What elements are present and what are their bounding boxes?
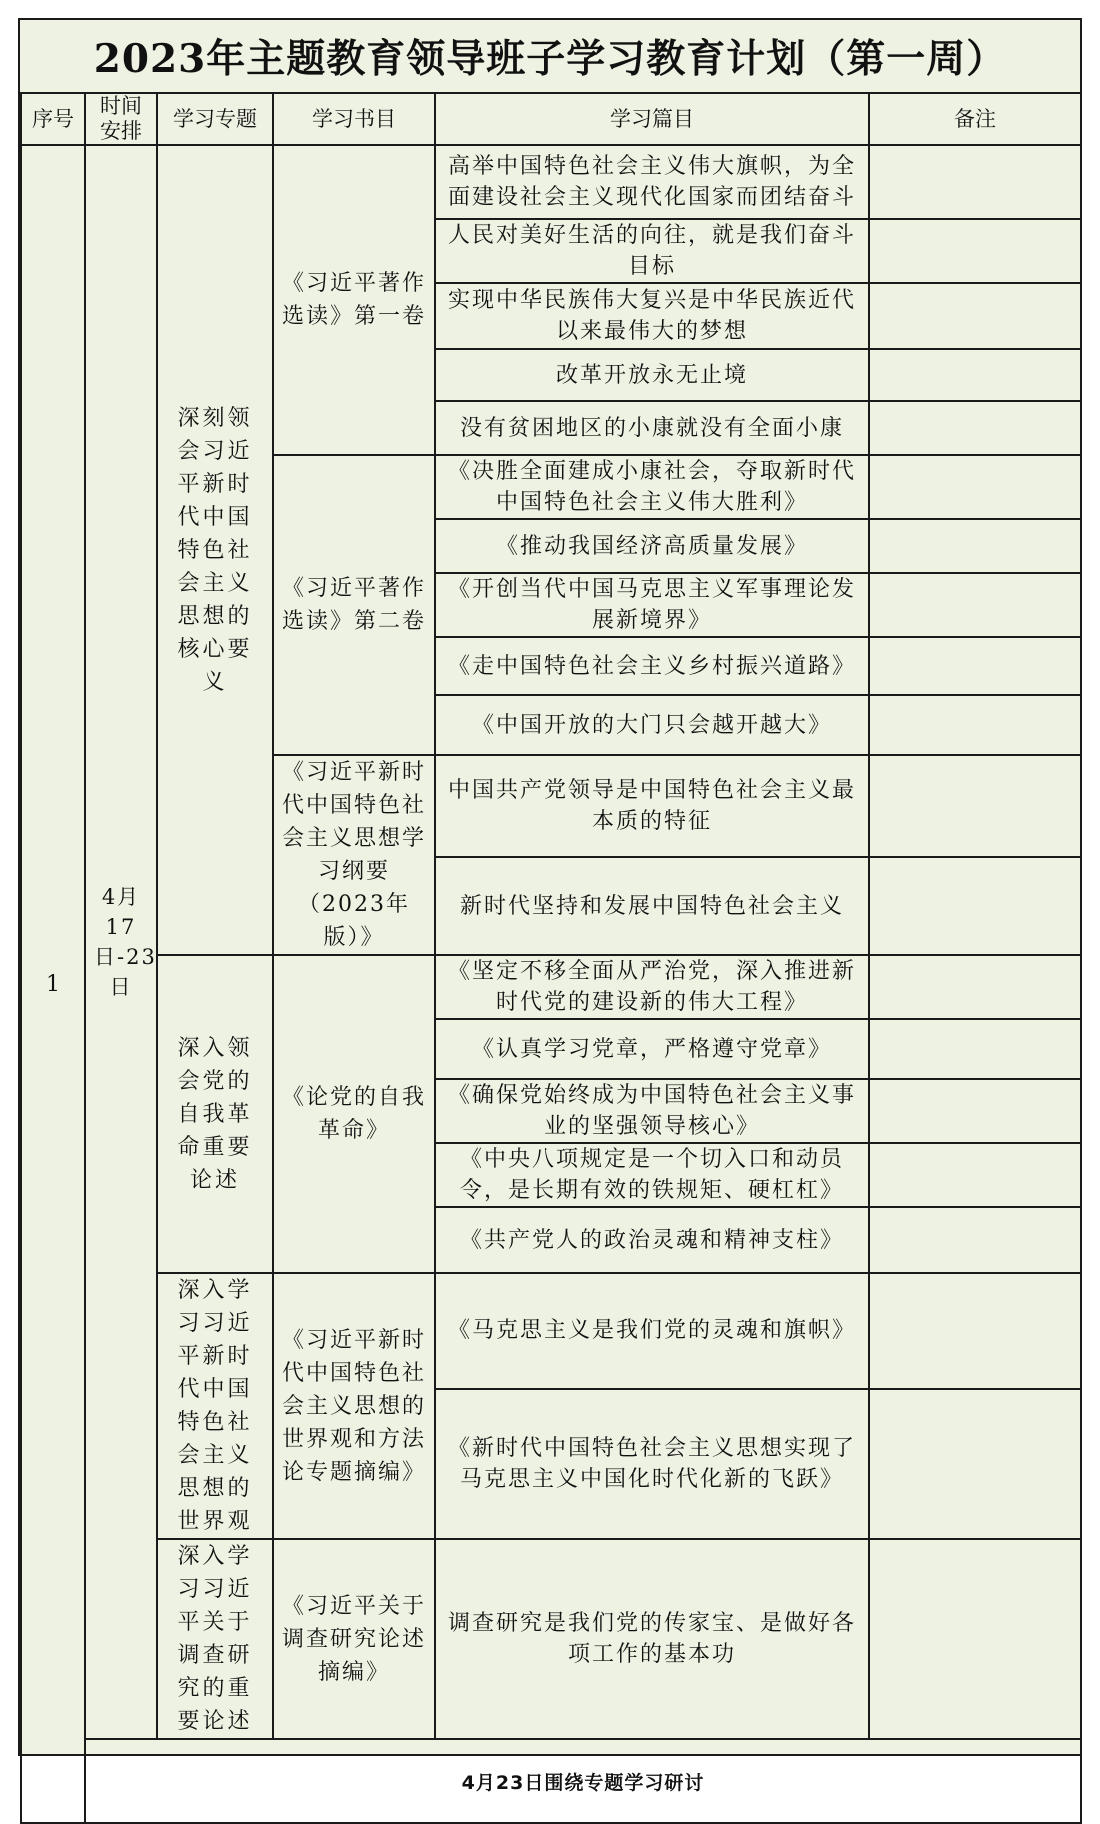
topic-cell: 深入学习习近平新时代中国特色社会主义思想的世界观 <box>157 1273 273 1539</box>
header-time: 时间安排 <box>85 93 157 145</box>
article-cell: 新时代坚持和发展中国特色社会主义 <box>435 857 869 955</box>
document-title: 2023年主题教育领导班子学习教育计划（第一周） <box>93 36 1007 82</box>
remark-cell <box>869 637 1081 695</box>
table-row <box>21 1539 1081 1739</box>
book-cell: 《习近平著作选读》第二卷 <box>273 455 435 755</box>
header-topic: 学习专题 <box>157 93 273 145</box>
remark-cell <box>869 519 1081 573</box>
remark-cell <box>869 573 1081 637</box>
header-article: 学习篇目 <box>435 93 869 145</box>
article-cell: 《共产党人的政治灵魂和精神支柱》 <box>435 1207 869 1273</box>
book-cell: 《习近平新时代中国特色社会主义思想学习纲要（2023年版）》 <box>273 755 435 955</box>
remark-cell <box>869 455 1081 519</box>
remark-cell <box>869 695 1081 755</box>
remark-cell <box>869 1539 1081 1739</box>
remark-cell <box>869 1079 1081 1143</box>
remark-cell <box>869 145 1081 219</box>
header-row <box>21 93 1081 145</box>
footer-row <box>21 1739 1081 1823</box>
remark-cell <box>869 1019 1081 1079</box>
table-row <box>21 145 1081 219</box>
topic-cell: 深入领会党的自我革命重要论述 <box>157 955 273 1273</box>
article-cell: 《中央八项规定是一个切入口和动员令，是长期有效的铁规矩、硬杠杠》 <box>435 1143 869 1207</box>
remark-cell <box>869 1389 1081 1539</box>
book-cell: 《习近平关于调查研究论述摘编》 <box>273 1539 435 1739</box>
article-cell: 《确保党始终成为中国特色社会主义事业的坚强领导核心》 <box>435 1079 869 1143</box>
article-cell: 调查研究是我们党的传家宝、是做好各项工作的基本功 <box>435 1539 869 1739</box>
header-index: 序号 <box>21 93 85 145</box>
remark-cell <box>869 401 1081 455</box>
remark-cell <box>869 283 1081 349</box>
book-cell: 《习近平新时代中国特色社会主义思想的世界观和方法论专题摘编》 <box>273 1273 435 1539</box>
plan-document <box>18 18 1082 1794</box>
remark-cell <box>869 219 1081 283</box>
book-cell: 《习近平著作选读》第一卷 <box>273 145 435 455</box>
article-cell: 《决胜全面建成小康社会，夺取新时代中国特色社会主义伟大胜利》 <box>435 455 869 519</box>
article-cell: 没有贫困地区的小康就没有全面小康 <box>435 401 869 455</box>
remark-cell <box>869 1207 1081 1273</box>
remark-cell <box>869 1143 1081 1207</box>
article-cell: 《推动我国经济高质量发展》 <box>435 519 869 573</box>
article-cell: 《坚定不移全面从严治党，深入推进新时代党的建设新的伟大工程》 <box>435 955 869 1019</box>
table-row <box>21 1273 1081 1389</box>
remark-cell <box>869 857 1081 955</box>
article-cell: 改革开放永无止境 <box>435 349 869 401</box>
book-cell: 《论党的自我革命》 <box>273 955 435 1273</box>
topic-cell: 深刻领会习近平新时代中国特色社会主义思想的核心要义 <box>157 145 273 955</box>
study-plan-table <box>20 92 1082 1824</box>
article-cell: 《开创当代中国马克思主义军事理论发展新境界》 <box>435 573 869 637</box>
article-cell: 《马克思主义是我们党的灵魂和旗帜》 <box>435 1273 869 1389</box>
remark-cell <box>869 349 1081 401</box>
article-cell: 高举中国特色社会主义伟大旗帜，为全面建设社会主义现代化国家而团结奋斗 <box>435 145 869 219</box>
article-cell: 《新时代中国特色社会主义思想实现了马克思主义中国化时代化新的飞跃》 <box>435 1389 869 1539</box>
article-cell: 人民对美好生活的向往，就是我们奋斗目标 <box>435 219 869 283</box>
topic-cell: 深入学习习近平关于调查研究的重要论述 <box>157 1539 273 1739</box>
time-range: 4月17日-23日 <box>85 145 157 1739</box>
article-cell: 《中国开放的大门只会越开越大》 <box>435 695 869 755</box>
table-row <box>21 955 1081 1019</box>
article-cell: 实现中华民族伟大复兴是中华民族近代以来最伟大的梦想 <box>435 283 869 349</box>
article-cell: 中国共产党领导是中国特色社会主义最本质的特征 <box>435 755 869 857</box>
remark-cell <box>869 955 1081 1019</box>
header-book: 学习书目 <box>273 93 435 145</box>
row-index: 1 <box>21 145 85 1823</box>
remark-cell <box>869 1273 1081 1389</box>
header-remark: 备注 <box>869 93 1081 145</box>
discussion-note: 4月23日围绕专题学习研讨 <box>85 1739 1081 1823</box>
remark-cell <box>869 755 1081 857</box>
article-cell: 《认真学习党章，严格遵守党章》 <box>435 1019 869 1079</box>
article-cell: 《走中国特色社会主义乡村振兴道路》 <box>435 637 869 695</box>
